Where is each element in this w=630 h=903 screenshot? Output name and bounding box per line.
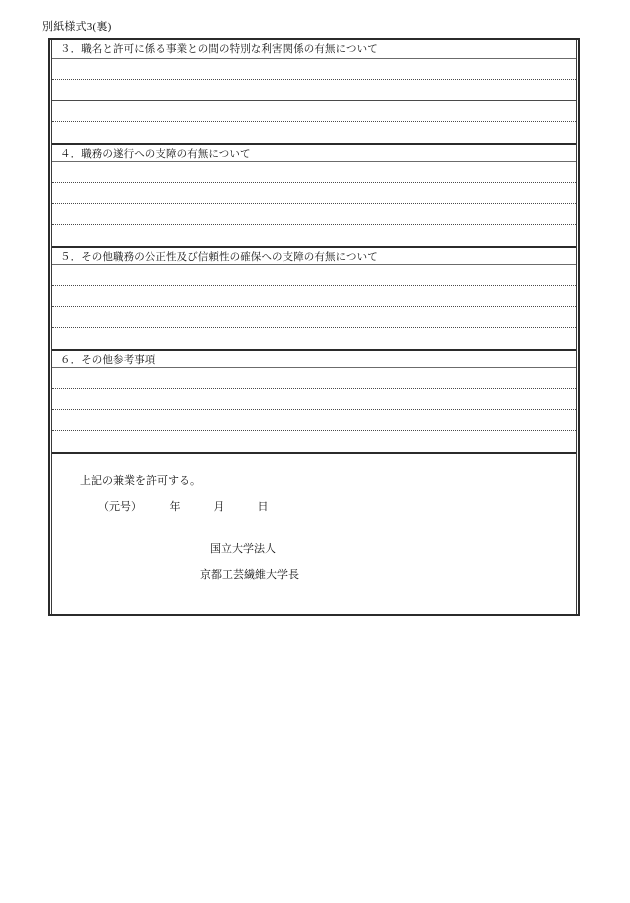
writing-line[interactable] bbox=[52, 59, 576, 80]
writing-line[interactable] bbox=[52, 265, 576, 286]
approval-authority: 京都工芸繊維大学長 bbox=[200, 569, 299, 581]
writing-line[interactable] bbox=[52, 80, 576, 101]
writing-line[interactable] bbox=[52, 431, 576, 452]
writing-line[interactable] bbox=[52, 183, 576, 204]
form-label: 別紙様式3(裏) bbox=[42, 21, 112, 33]
writing-line[interactable] bbox=[52, 307, 576, 328]
section-4 bbox=[52, 143, 576, 246]
writing-line[interactable] bbox=[52, 122, 576, 143]
form-table-inner bbox=[51, 40, 577, 614]
writing-line[interactable] bbox=[52, 389, 576, 410]
writing-line[interactable] bbox=[52, 162, 576, 183]
writing-line[interactable] bbox=[52, 328, 576, 349]
approval-statement: 上記の兼業を許可する。 bbox=[80, 475, 201, 487]
section-5-body[interactable] bbox=[52, 265, 576, 349]
permission-form-table bbox=[48, 38, 580, 616]
section-4-body[interactable] bbox=[52, 162, 576, 246]
section-4-title: ４．職務の遂行への支障の有無について bbox=[52, 143, 576, 162]
section-3-body[interactable] bbox=[52, 59, 576, 143]
writing-line[interactable] bbox=[52, 225, 576, 246]
approval-date-line[interactable]: （元号） 年 月 日 bbox=[98, 501, 269, 513]
section-6 bbox=[52, 349, 576, 452]
writing-line[interactable] bbox=[52, 410, 576, 431]
section-3-title: ３．職名と許可に係る事業との間の特別な利害関係の有無について bbox=[52, 40, 576, 59]
section-6-body[interactable] bbox=[52, 368, 576, 452]
approval-organization: 国立大学法人 bbox=[210, 543, 276, 555]
section-5 bbox=[52, 246, 576, 349]
section-5-title: ５．その他職務の公正性及び信頼性の確保への支障の有無について bbox=[52, 246, 576, 265]
section-6-title: ６．その他参考事項 bbox=[52, 349, 576, 368]
writing-line[interactable] bbox=[52, 101, 576, 122]
writing-line[interactable] bbox=[52, 286, 576, 307]
approval-block bbox=[52, 452, 576, 614]
writing-line[interactable] bbox=[52, 204, 576, 225]
section-3 bbox=[52, 40, 576, 143]
writing-line[interactable] bbox=[52, 368, 576, 389]
